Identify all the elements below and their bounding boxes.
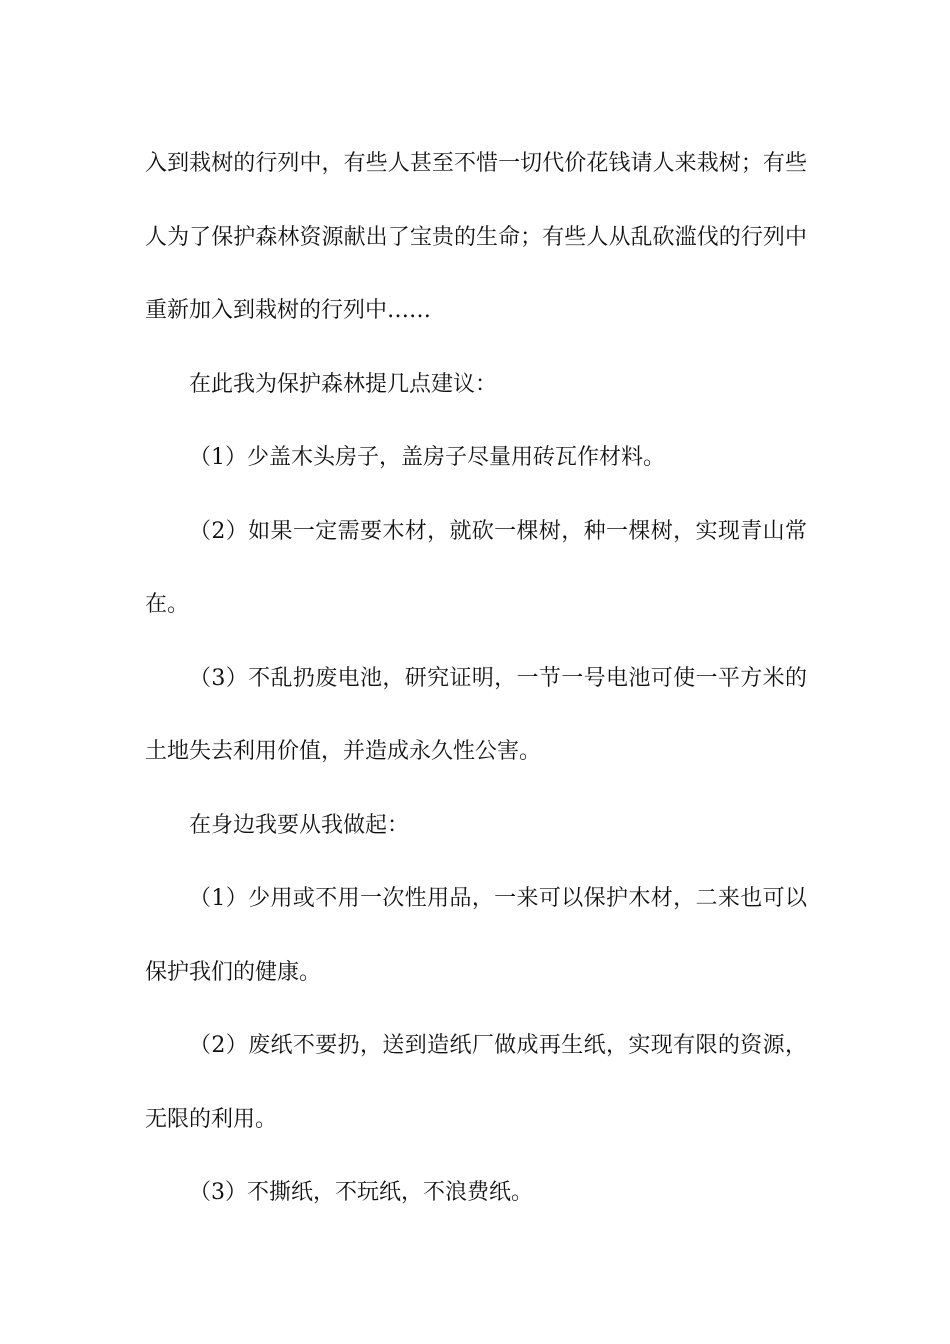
paragraph-action-1: （1）少用或不用一次性用品，一来可以保护木材，二来也可以保护我们的健康。 <box>145 886 807 985</box>
paragraph-suggestions-heading: 在此我为保护森林提几点建议： <box>189 371 498 397</box>
paragraph-suggestion-1: （1）少盖木头房子，盖房子尽量用砖瓦作材料。 <box>189 445 665 470</box>
paragraph-suggestion-2: （2）如果一定需要木材，就砍一棵树，种一棵树，实现青山常在。 <box>145 518 807 617</box>
document-body <box>145 127 807 1230</box>
paragraph-action-2: （2）废纸不要扔，送到造纸厂做成再生纸，实现有限的资源，无限的利用。 <box>145 1033 807 1132</box>
paragraph-actions-heading: 在身边我要从我做起： <box>189 812 410 838</box>
paragraph-suggestion-3: （3）不乱扔废电池，研究证明，一节一号电池可使一平方米的土地失去利用价值，并造成永久性公害。 <box>145 665 807 764</box>
paragraph-action-3: （3）不撕纸，不玩纸，不浪费纸。 <box>189 1180 533 1205</box>
paragraph-continuation: 入到栽树的行列中，有些人甚至不惜一切代价花钱请人来栽树；有些人为了保护森林资源献出了宝贵的生命；有些人从乱砍滥伐的行列中重新加入到栽树的行列中…… <box>145 151 807 323</box>
